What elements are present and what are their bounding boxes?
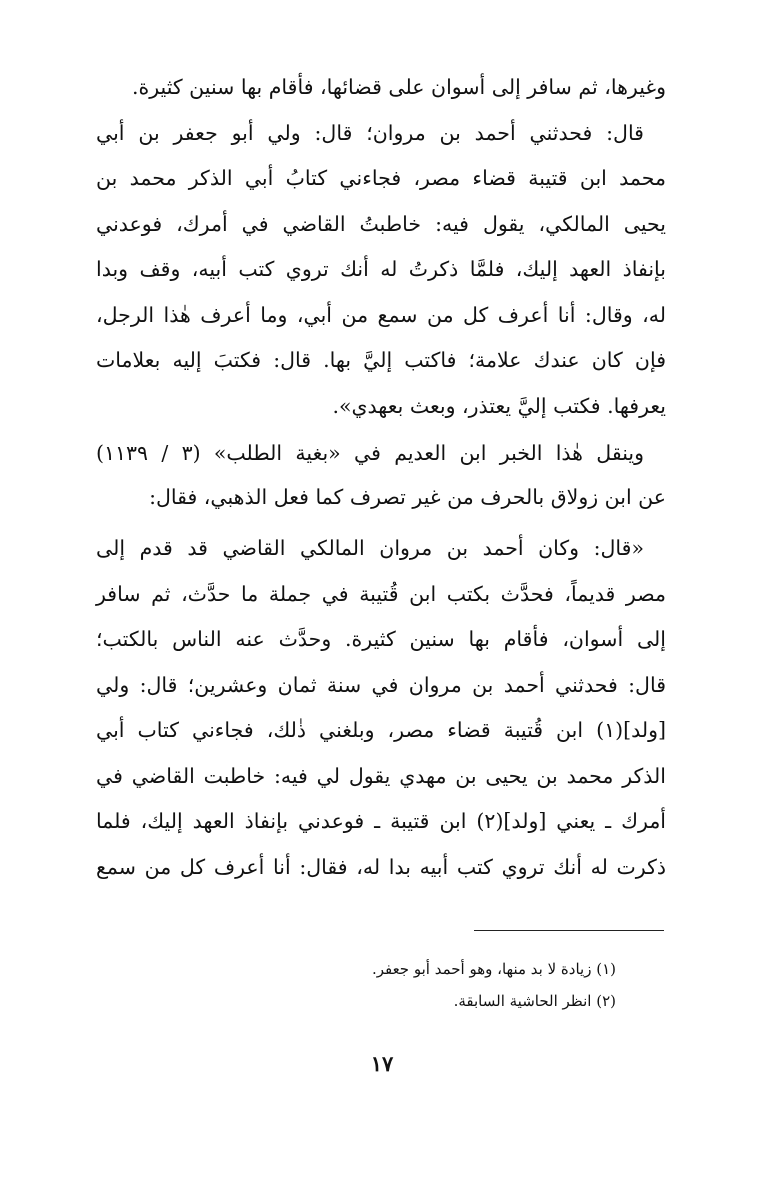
footnote-divider — [474, 930, 664, 931]
text-line: الذكر محمد بن يحيى بن مهدي يقول لي فيه: خاطبت القاضي في — [96, 764, 666, 788]
text-line: قال: فحدثني أحمد بن مروان في سنة ثمان وعشرين؛ قال: ولي — [96, 673, 666, 697]
text-line: محمد ابن قتيبة قضاء مصر، فجاءني كتابُ أبي الذكر محمد بن — [96, 166, 666, 190]
text-line: فإن كان عندك علامة؛ فاكتب إليَّ بها. قال: فكتبَ إليه بعلامات — [96, 348, 666, 372]
text-line: وغيرها، ثم سافر إلى أسوان على قضائها، فأقام بها سنين كثيرة. — [131, 75, 666, 99]
text-line: يعرفها. فكتب إليَّ يعتذر، وبعث بعهدي». — [332, 394, 666, 418]
text-line: وينقل هٰذا الخبر ابن العديم في «بغية الطلب» (٣ / ١١٣٩) — [96, 441, 644, 465]
footnote: (٢) انظر الحاشية السابقة. — [453, 992, 616, 1010]
text-line: إلى أسوان، فأقام بها سنين كثيرة. وحدَّث عنه الناس بالكتب؛ — [96, 627, 666, 651]
text-line: «قال: وكان أحمد بن مروان المالكي القاضي قد قدم إلى — [96, 536, 644, 560]
text-line: عن ابن زولاق بالحرف من غير تصرف كما فعل الذهبي، فقال: — [149, 485, 666, 509]
text-line: بإنفاذ العهد إليك، فلمَّا ذكرتُ له أنك تروي كتب أبيه، وقف وبدا — [96, 257, 666, 281]
text-line: أمرك ـ يعني [ولد](٢) ابن قتيبة ـ فوعدني بإنفاذ العهد إليك، فلما — [96, 809, 666, 833]
text-line: له، وقال: أنا أعرف كل من سمع من أبي، وما أعرف هٰذا الرجل، — [96, 303, 666, 327]
text-line: ذكرت له أنك تروي كتب أبيه بدا له، فقال: أنا أعرف كل من سمع — [96, 855, 666, 879]
text-line: قال: فحدثني أحمد بن مروان؛ قال: ولي أبو جعفر بن أبي — [96, 121, 644, 145]
text-line: مصر قديماً، فحدَّث بكتب ابن قُتيبة في جملة ما حدَّث، ثم سافر — [96, 582, 666, 606]
text-line: [ولد](١) ابن قُتيبة قضاء مصر، وبلغني ذٰلك، فجاءني كتاب أبي — [96, 718, 666, 742]
page-number: ١٧ — [370, 1051, 394, 1076]
footnote: (١) زيادة لا بد منها، وهو أحمد أبو جعفر. — [371, 960, 616, 978]
text-line: يحيى المالكي، يقول فيه: خاطبتُ القاضي في أمرك، فوعدني — [96, 212, 666, 236]
